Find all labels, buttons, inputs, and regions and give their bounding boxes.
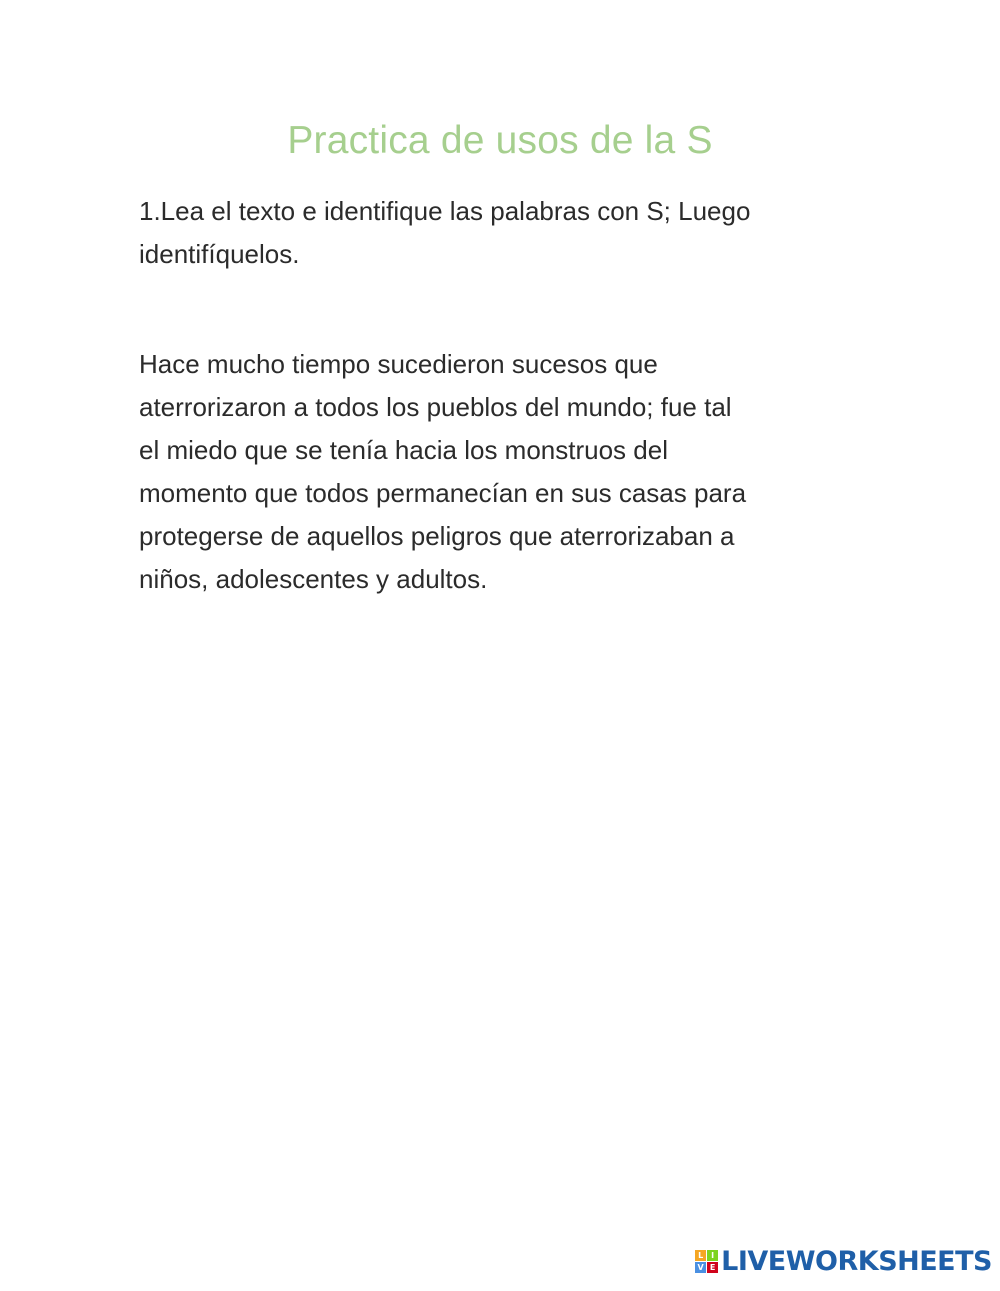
instruction-line: 1.Lea el texto e identifique las palabras con S; Luego (139, 196, 751, 226)
passage-line: aterrorizaron a todos los pueblos del mundo; fue tal (139, 392, 732, 422)
passage-line: protegerse de aquellos peligros que aterrorizaban a (139, 521, 735, 551)
reading-passage (139, 343, 839, 601)
instruction-text (139, 190, 839, 276)
passage-line: el miedo que se tenía hacia los monstruos del (139, 435, 668, 465)
instruction-line: identifíquelos. (139, 239, 300, 269)
liveworksheets-brand[interactable] (695, 1246, 992, 1277)
logo-letter: L (695, 1250, 706, 1261)
page-title: Practica de usos de la S (287, 119, 713, 162)
liveworksheets-logo-icon (695, 1250, 718, 1273)
passage-line: momento que todos permanecían en sus casas para (139, 478, 747, 508)
passage-line: niños, adolescentes y adultos. (139, 564, 488, 594)
logo-letter: V (695, 1262, 706, 1273)
brand-name: LIVEWORKSHEETS (721, 1246, 992, 1277)
logo-letter: E (707, 1262, 718, 1273)
logo-letter: I (707, 1250, 718, 1261)
passage-line: Hace mucho tiempo sucedieron sucesos que (139, 349, 658, 379)
